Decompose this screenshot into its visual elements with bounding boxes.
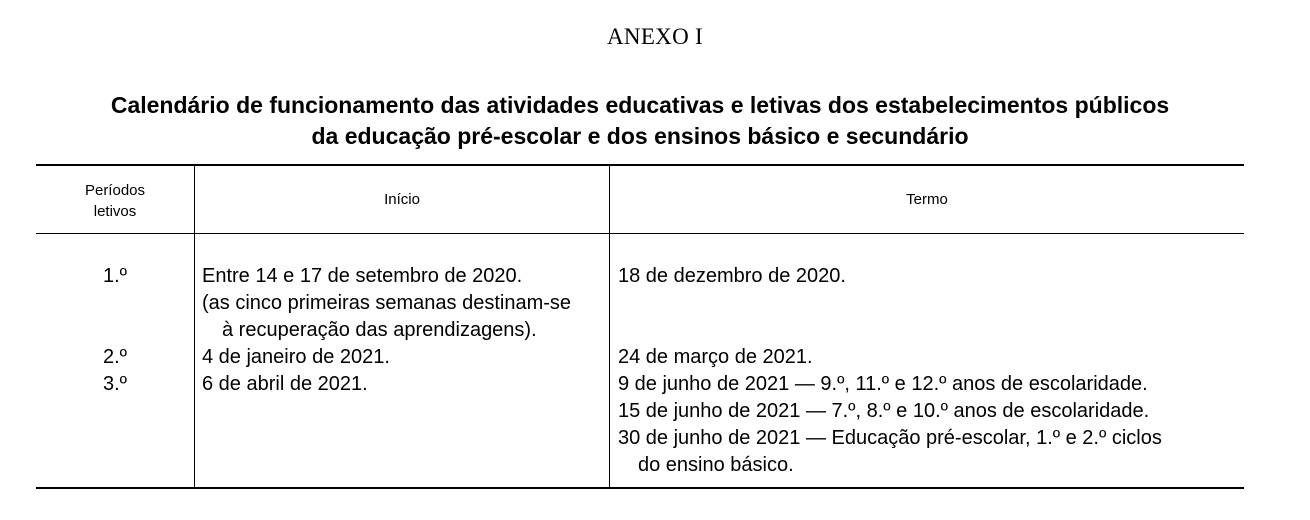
header-periods-line-2: letivos	[93, 203, 137, 220]
row-3-start-line-1: 6 de abril de 2021.	[202, 373, 368, 395]
table-top-rule	[36, 164, 1244, 166]
header-periods-line-1: Períodos	[84, 182, 146, 199]
row-2-start	[202, 344, 390, 371]
row-3-end-line-2: 15 de junho de 2021 — 7.º, 8.º e 10.º anos de escolaridade.	[618, 400, 1150, 422]
row-1-start-line-2: (as cinco primeiras semanas destinam-se	[202, 292, 572, 314]
row-1-end	[618, 263, 846, 290]
period-2: 2.º	[103, 346, 127, 368]
table-bottom-rule	[36, 487, 1244, 489]
row-2-end	[618, 344, 813, 371]
column-divider-2	[609, 166, 610, 487]
table-header-rule	[36, 233, 1244, 234]
annex-label: ANEXO I	[607, 24, 703, 49]
row-3-end-line-1: 9 de junho de 2021 — 9.º, 11.º e 12.º anos de escolaridade.	[618, 373, 1148, 395]
row-3-end-line-3: 30 de junho de 2021 — Educação pré-escolar, 1.º e 2.º ciclos	[618, 427, 1162, 449]
row-1-start	[202, 263, 571, 344]
header-periods	[36, 180, 194, 222]
header-start: Início	[384, 191, 420, 208]
row-2-end-line-1: 24 de março de 2021.	[618, 346, 813, 368]
title-line-1: Calendário de funcionamento das atividades educativas e letivas dos estabelecimentos públicos	[110, 92, 1170, 118]
row-1-start-line-3: à recuperação das aprendizagens).	[222, 319, 537, 341]
row-1-start-line-1: Entre 14 e 17 de setembro de 2020.	[202, 265, 523, 287]
column-divider-1	[194, 166, 195, 487]
row-2-start-line-1: 4 de janeiro de 2021.	[202, 346, 390, 368]
row-3-end-line-4: do ensino básico.	[638, 454, 794, 476]
title-line-2: da educação pré-escolar e dos ensinos básico e secundário	[311, 123, 969, 149]
header-end: Termo	[906, 191, 948, 208]
row-3-start	[202, 371, 368, 398]
document-title	[30, 90, 1250, 152]
period-1: 1.º	[103, 265, 127, 287]
period-3: 3.º	[103, 373, 127, 395]
row-3-end	[618, 371, 1162, 479]
row-1-end-line-1: 18 de dezembro de 2020.	[618, 265, 846, 287]
